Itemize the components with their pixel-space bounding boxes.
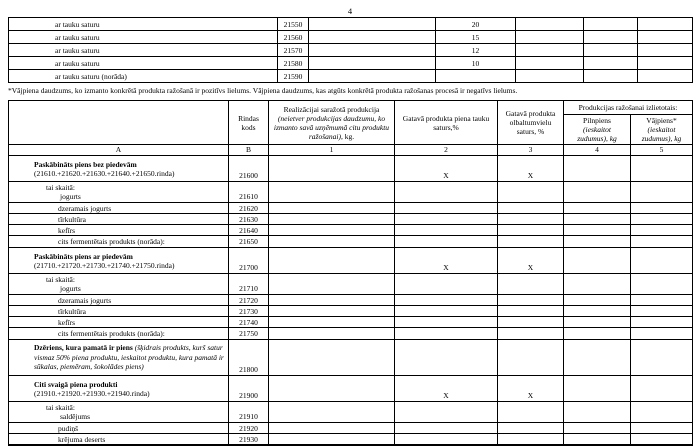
- subitem-row-21930: [9, 434, 693, 446]
- section-label: Paskābināts piens bez piedevām (21610.+21620.+21630.+21640.+21650.rinda): [9, 156, 229, 182]
- empty-cell: [564, 248, 631, 274]
- section-row-21800: [9, 340, 693, 376]
- empty-cell: [631, 423, 693, 434]
- empty-cell: [269, 434, 395, 446]
- empty-cell: [269, 328, 395, 340]
- x-mark: X: [395, 156, 498, 182]
- row-code: 21650: [229, 236, 269, 248]
- product-label: ar tauku saturu: [9, 44, 278, 57]
- empty-cell: [269, 182, 395, 203]
- empty-cell: [631, 434, 693, 446]
- col-letter-5: 5: [631, 145, 693, 156]
- empty-cell: [269, 376, 395, 402]
- empty-cell: [498, 203, 564, 214]
- header-row: [9, 101, 693, 115]
- empty-cell: [498, 274, 564, 295]
- empty-cell: [269, 203, 395, 214]
- subitem-row-21740: [9, 317, 693, 328]
- empty-cell: [564, 274, 631, 295]
- empty-cell: [269, 236, 395, 248]
- empty-cell: [498, 182, 564, 203]
- empty-cell: [564, 182, 631, 203]
- header-izlietotais-group: Produkcijas ražošanai izlietotais:: [564, 101, 693, 115]
- subitem-row-21920: [9, 423, 693, 434]
- empty-cell: [395, 295, 498, 306]
- subitem-label: kefīrs: [9, 225, 229, 236]
- document-page: [0, 6, 700, 444]
- empty-cell: [395, 274, 498, 295]
- empty-cell: [631, 248, 693, 274]
- row-code: 21550: [278, 18, 309, 31]
- row-code: 21580: [278, 57, 309, 70]
- subitem-label: cits fermentētais produkts (norāda):: [9, 236, 229, 248]
- fat-content-table: [8, 17, 693, 83]
- empty-cell: [269, 306, 395, 317]
- empty-cell: [516, 57, 584, 70]
- empty-cell: [584, 57, 638, 70]
- section-label: Citi svaigā piena produkti (21910.+21920.+21930.+21940.rinda): [9, 376, 229, 402]
- empty-cell: [498, 236, 564, 248]
- empty-cell: [269, 317, 395, 328]
- subitem-row-21640: [9, 225, 693, 236]
- x-mark: X: [498, 376, 564, 402]
- empty-cell: [564, 340, 631, 376]
- col-letter-1: 1: [269, 145, 395, 156]
- row-code: 21720: [229, 295, 269, 306]
- empty-cell: [631, 317, 693, 328]
- empty-cell: [631, 225, 693, 236]
- table-row: [9, 44, 693, 57]
- subitem-label: tīrkultūra: [9, 214, 229, 225]
- empty-cell: [395, 317, 498, 328]
- empty-cell: [584, 18, 638, 31]
- empty-cell: [584, 44, 638, 57]
- empty-cell: [638, 44, 693, 57]
- empty-cell: [269, 402, 395, 423]
- fat-percent-value: 15: [436, 31, 516, 44]
- empty-cell: [631, 306, 693, 317]
- subitem-row-21620: [9, 203, 693, 214]
- empty-cell: [395, 225, 498, 236]
- header-pilnpiens: Pilnpiens (ieskaitot zudumus), kg: [564, 115, 631, 145]
- empty-cell: [631, 295, 693, 306]
- empty-cell: [498, 306, 564, 317]
- fat-percent-value: [436, 70, 516, 83]
- empty-cell: [395, 203, 498, 214]
- table-row: [9, 31, 693, 44]
- empty-cell: [395, 236, 498, 248]
- empty-cell: [564, 225, 631, 236]
- empty-cell: [564, 306, 631, 317]
- row-code: 21800: [229, 340, 269, 376]
- product-label: ar tauku saturu: [9, 57, 278, 70]
- section-row-21600: [9, 156, 693, 182]
- x-mark: X: [498, 248, 564, 274]
- row-code: 21590: [278, 70, 309, 83]
- empty-cell: [309, 70, 436, 83]
- empty-cell: [395, 306, 498, 317]
- subitem-label: krējuma deserts: [9, 434, 229, 446]
- row-code: 21570: [278, 44, 309, 57]
- empty-cell: [631, 274, 693, 295]
- subitem-row-21730: [9, 306, 693, 317]
- row-code: 21610: [229, 182, 269, 203]
- subitem-row-21610: [9, 182, 693, 203]
- empty-cell: [564, 402, 631, 423]
- empty-cell: [631, 156, 693, 182]
- col-letter-2: 2: [395, 145, 498, 156]
- row-code: 21920: [229, 423, 269, 434]
- empty-cell: [638, 31, 693, 44]
- empty-cell: [564, 236, 631, 248]
- page-number: 4: [347, 6, 353, 16]
- row-code: 21900: [229, 376, 269, 402]
- subitem-label: kefīrs: [9, 317, 229, 328]
- empty-cell: [309, 18, 436, 31]
- subitem-row-21750: [9, 328, 693, 340]
- empty-cell: [638, 57, 693, 70]
- empty-cell: [564, 434, 631, 446]
- empty-cell: [498, 423, 564, 434]
- empty-cell: [498, 434, 564, 446]
- empty-cell: [269, 340, 395, 376]
- empty-cell: [498, 225, 564, 236]
- empty-cell: [395, 328, 498, 340]
- subitem-label: tai skaitā: saldējums: [9, 402, 229, 423]
- subitem-row-21650: [9, 236, 693, 248]
- table-row: [9, 70, 693, 83]
- fat-percent-value: 12: [436, 44, 516, 57]
- empty-cell: [498, 214, 564, 225]
- subitem-row-21910: [9, 402, 693, 423]
- subitem-label: tīrkultūra: [9, 306, 229, 317]
- empty-cell: [516, 44, 584, 57]
- empty-cell: [309, 44, 436, 57]
- row-code: 21620: [229, 203, 269, 214]
- header-col-a: [9, 101, 229, 145]
- subitem-label: dzeramais jogurts: [9, 295, 229, 306]
- product-label: ar tauku saturu: [9, 18, 278, 31]
- row-code: 21640: [229, 225, 269, 236]
- empty-cell: [516, 70, 584, 83]
- empty-cell: [269, 156, 395, 182]
- empty-cell: [631, 376, 693, 402]
- x-mark: X: [498, 156, 564, 182]
- empty-cell: [269, 274, 395, 295]
- milk-products-table: [8, 100, 693, 446]
- empty-cell: [631, 340, 693, 376]
- row-code: 21730: [229, 306, 269, 317]
- subitem-row-21630: [9, 214, 693, 225]
- row-code: 21910: [229, 402, 269, 423]
- empty-cell: [395, 340, 498, 376]
- empty-cell: [269, 423, 395, 434]
- row-code: 21630: [229, 214, 269, 225]
- empty-cell: [498, 340, 564, 376]
- product-label: ar tauku saturu: [9, 31, 278, 44]
- row-code: 21600: [229, 156, 269, 182]
- col-letter-4: 4: [564, 145, 631, 156]
- empty-cell: [638, 18, 693, 31]
- row-code: 21930: [229, 434, 269, 446]
- empty-cell: [516, 18, 584, 31]
- empty-cell: [516, 31, 584, 44]
- col-letter-3: 3: [498, 145, 564, 156]
- empty-cell: [564, 376, 631, 402]
- empty-cell: [584, 70, 638, 83]
- subitem-label: tai skaitā: jogurts: [9, 274, 229, 295]
- row-code: 21560: [278, 31, 309, 44]
- product-label: ar tauku saturu (norāda): [9, 70, 278, 83]
- empty-cell: [269, 295, 395, 306]
- subitem-label: tai skaitā: jogurts: [9, 182, 229, 203]
- empty-cell: [498, 328, 564, 340]
- subitem-row-21710: [9, 274, 693, 295]
- fat-percent-value: 10: [436, 57, 516, 70]
- header-realizacija-title: Realizācijai saražotā produkcija: [283, 104, 380, 114]
- empty-cell: [564, 317, 631, 328]
- row-code: 21740: [229, 317, 269, 328]
- subitem-label: dzeramais jogurts: [9, 203, 229, 214]
- subitem-label: cits fermentētais produkts (norāda):: [9, 328, 229, 340]
- empty-cell: [309, 57, 436, 70]
- header-vajpiens: Vājpiens* (ieskaitot zudumus), kg: [631, 115, 693, 145]
- table-row: [9, 57, 693, 70]
- empty-cell: [564, 328, 631, 340]
- empty-cell: [395, 182, 498, 203]
- empty-cell: [269, 214, 395, 225]
- empty-cell: [564, 423, 631, 434]
- subitem-row-21720: [9, 295, 693, 306]
- column-letters-row: [9, 145, 693, 156]
- row-code: 21700: [229, 248, 269, 274]
- empty-cell: [269, 248, 395, 274]
- section-label: Dzēriens, kura pamatā ir piens (šķidrais produkts, kurš satur vismaz 50% piena produktu, ieskaitot produktu, kura pamatā ir sūkalas, piemēram, šokolādes piens): [9, 340, 229, 376]
- empty-cell: [631, 182, 693, 203]
- col-letter-a: A: [9, 145, 229, 156]
- section-label: Paskābināts piens ar piedevām (21710.+21720.+21730.+21740.+21750.rinda): [9, 248, 229, 274]
- empty-cell: [395, 434, 498, 446]
- skim-milk-footnote: *Vājpiena daudzums, ko izmanto konkrētā produkta ražošanā ir pozitīvs lielums. Vājpiena daudzums, kas atgūts konkrētā produkta ražošanas procesā ir negatīvs lielums.: [8, 86, 518, 95]
- empty-cell: [395, 214, 498, 225]
- empty-cell: [498, 317, 564, 328]
- empty-cell: [395, 402, 498, 423]
- x-mark: X: [395, 376, 498, 402]
- header-realizacija-note: (neietver produkcijas daudzumu, ko izmanto savā uzņēmumā citu produktu ražošanai), kg.: [273, 113, 390, 141]
- row-code: 21710: [229, 274, 269, 295]
- empty-cell: [564, 156, 631, 182]
- empty-cell: [498, 402, 564, 423]
- subitem-label: pudiņš: [9, 423, 229, 434]
- col-letter-b: B: [229, 145, 269, 156]
- empty-cell: [564, 203, 631, 214]
- section-row-21700: [9, 248, 693, 274]
- header-tauku-saturs: Gatavā produkta piena tauku saturs,%: [395, 101, 498, 145]
- empty-cell: [631, 402, 693, 423]
- header-realizacija: [269, 101, 395, 145]
- empty-cell: [638, 70, 693, 83]
- empty-cell: [564, 295, 631, 306]
- empty-cell: [631, 328, 693, 340]
- empty-cell: [498, 295, 564, 306]
- table-row: [9, 18, 693, 31]
- empty-cell: [631, 203, 693, 214]
- row-code: 21750: [229, 328, 269, 340]
- header-olbaltumvielu-saturs: Gatavā produkta olbaltumvielu saturs, %: [498, 101, 564, 145]
- x-mark: X: [395, 248, 498, 274]
- empty-cell: [584, 31, 638, 44]
- empty-cell: [309, 31, 436, 44]
- empty-cell: [269, 225, 395, 236]
- fat-percent-value: 20: [436, 18, 516, 31]
- section-row-21900: [9, 376, 693, 402]
- empty-cell: [631, 214, 693, 225]
- empty-cell: [631, 236, 693, 248]
- empty-cell: [564, 214, 631, 225]
- empty-cell: [395, 423, 498, 434]
- header-rindas-kods: Rindas kods: [229, 101, 269, 145]
